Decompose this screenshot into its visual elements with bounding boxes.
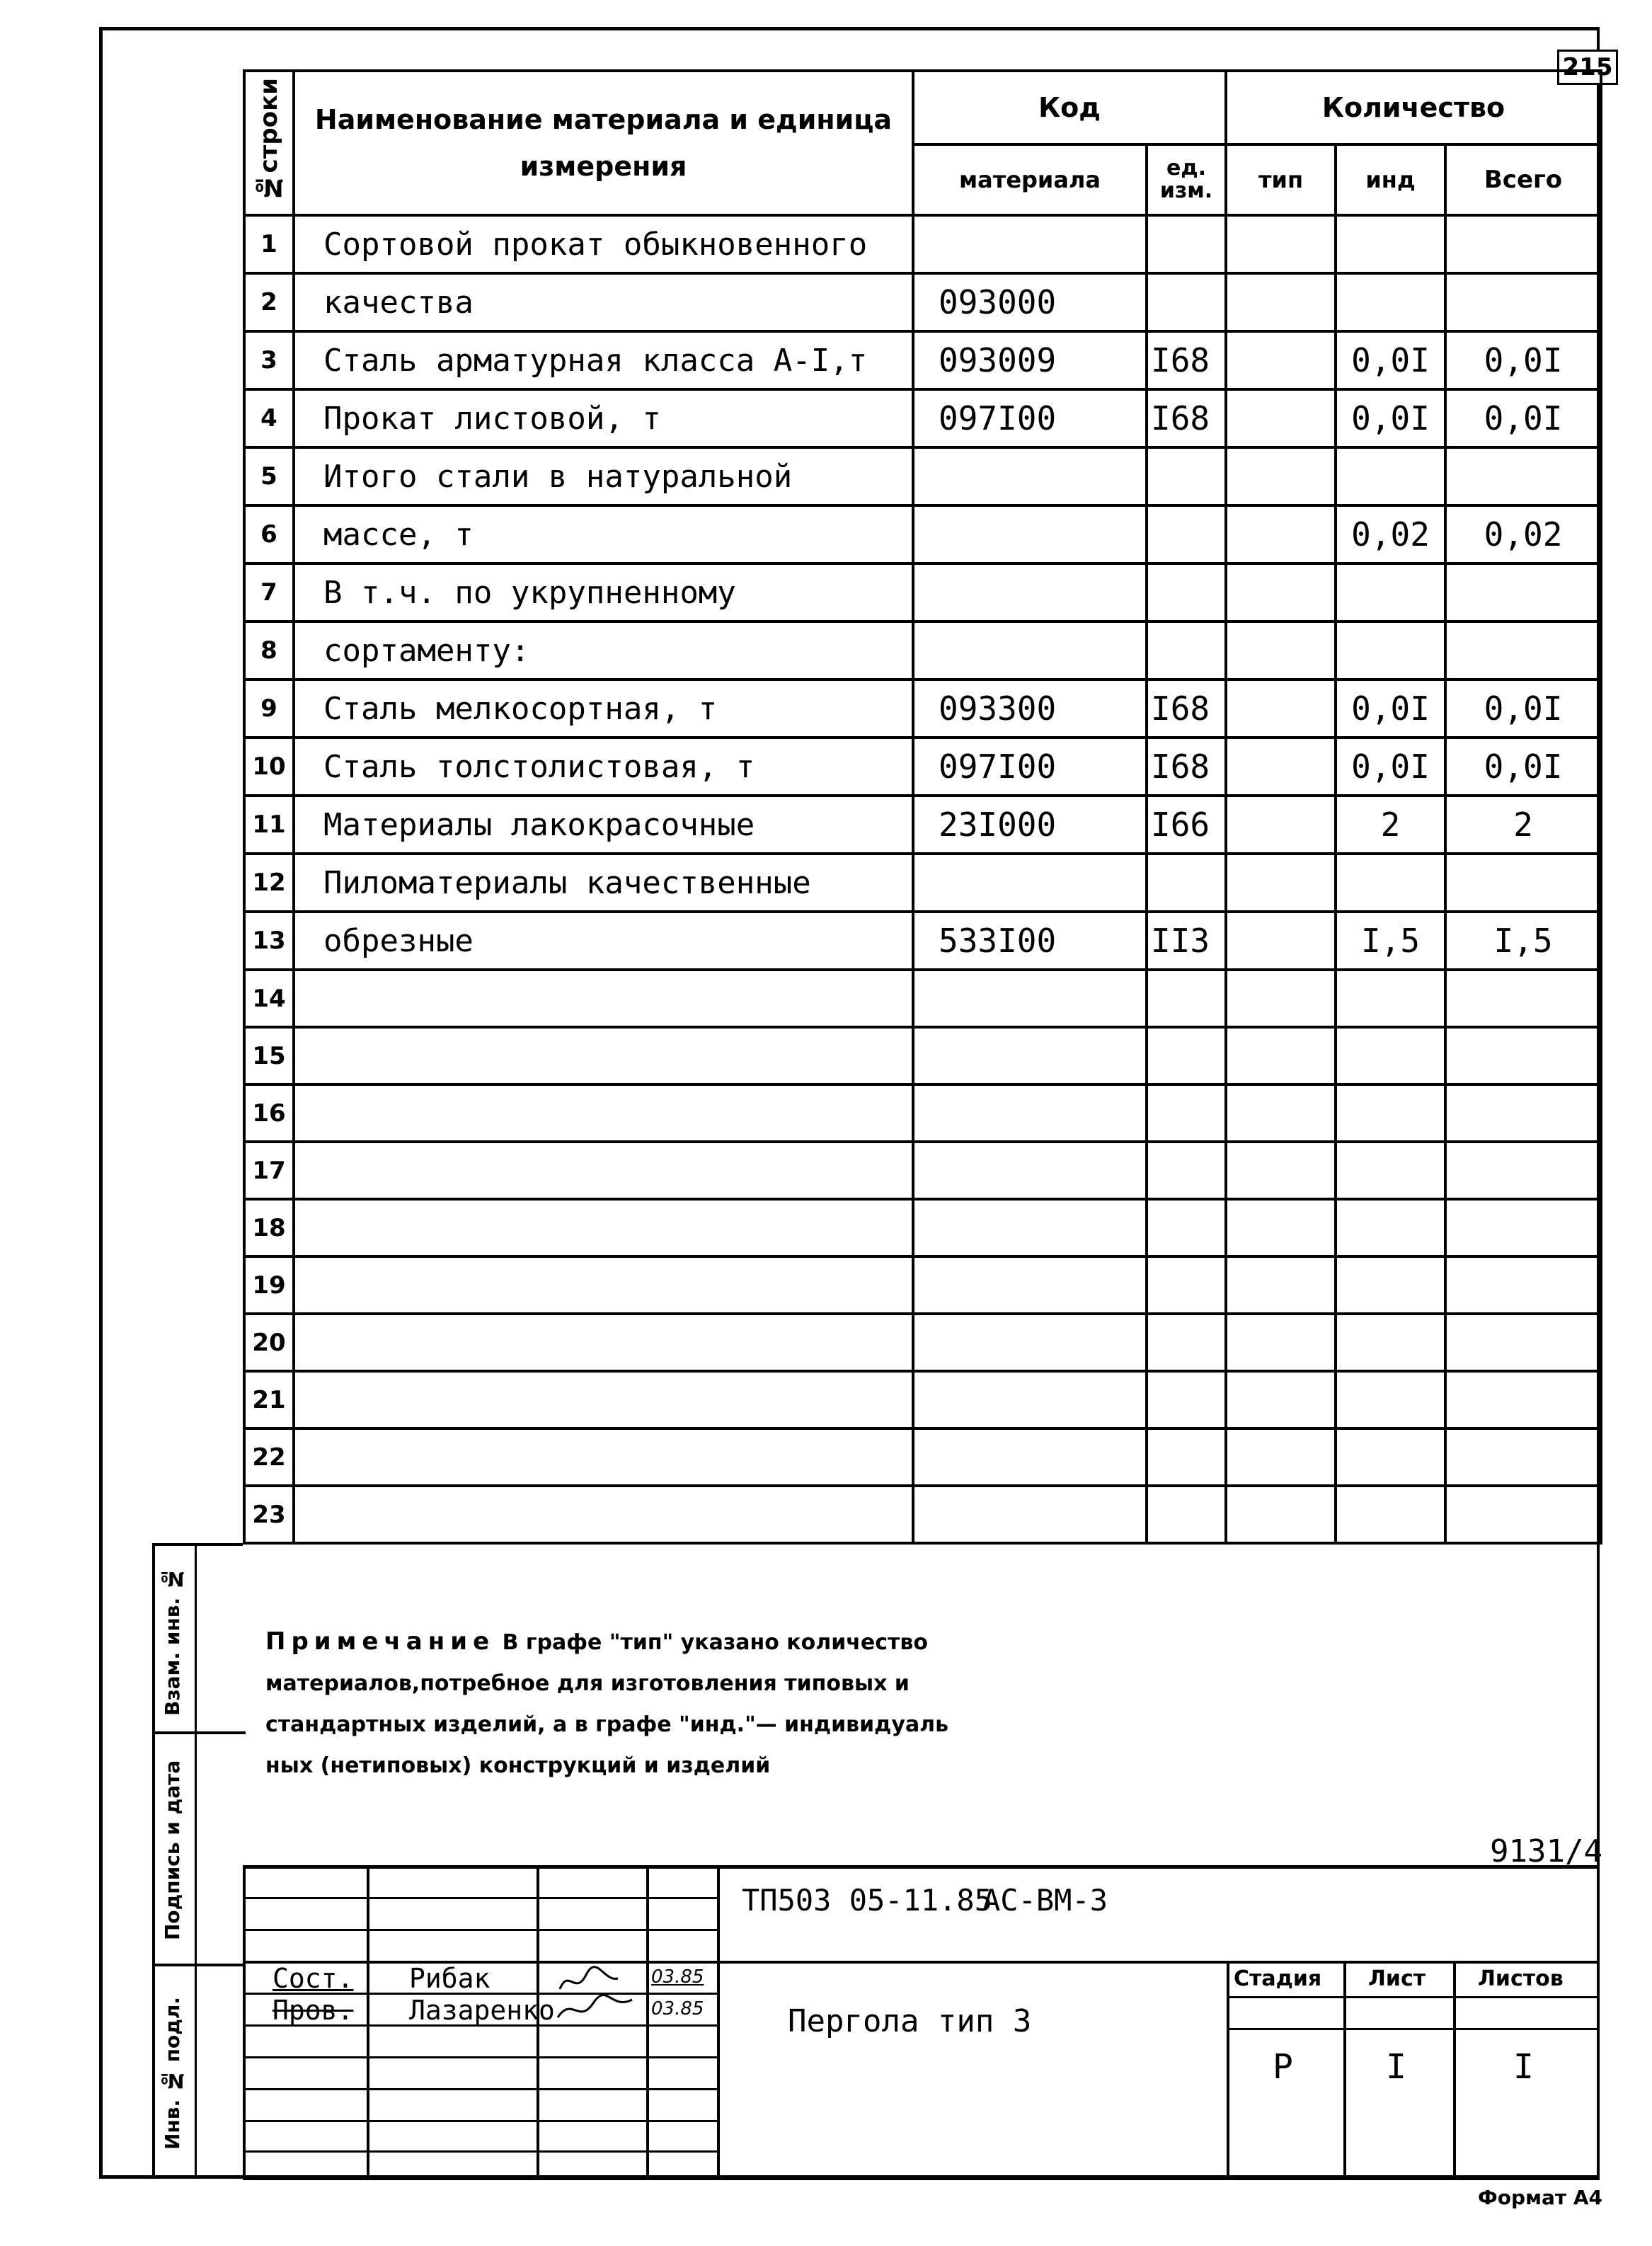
page-number: 215 [1557,50,1618,85]
header-code: Код [913,71,1226,144]
row-number-cell: 9 [244,680,294,738]
qty-type-cell [1226,273,1336,331]
unit-code-cell [1147,1142,1226,1199]
qty-total-cell [1445,1084,1601,1142]
unit-code-cell [1147,854,1226,912]
unit-code-cell [1147,1486,1226,1543]
row-number-cell: 12 [244,854,294,912]
material-code-cell: 093000 [913,273,1147,331]
table-row [244,970,1601,1027]
row-number-cell: 8 [244,621,294,680]
note-line-2: материалов,потребное для изготовления типовых и [265,1671,910,1696]
qty-type-cell [1226,1314,1336,1371]
qty-total-cell [1445,563,1601,621]
header-row-number: №строки [244,71,294,215]
qty-ind-cell [1336,215,1445,273]
table-row [244,1199,1601,1256]
material-name-cell: Сталь мелкосортная, т [294,680,913,738]
qty-ind-cell: 0,0I [1336,331,1445,389]
unit-code-cell [1147,215,1226,273]
qty-total-cell [1445,273,1601,331]
row-number-cell: 6 [244,505,294,563]
material-name-cell: Материалы лакокрасочные [294,796,913,854]
material-code-cell: 097I00 [913,389,1147,447]
author-name: Рибак [409,1963,491,1994]
qty-type-cell [1226,563,1336,621]
qty-ind-cell [1336,621,1445,680]
material-name-cell: Пиломатериалы качественные [294,854,913,912]
row-number-cell: 16 [244,1084,294,1142]
unit-code-cell: I68 [1147,680,1226,738]
author-date: 03.85 [651,1966,704,1988]
material-code-cell [913,854,1147,912]
qty-type-cell [1226,331,1336,389]
material-name-cell [294,1428,913,1486]
qty-ind-cell [1336,273,1445,331]
material-code-cell [913,1428,1147,1486]
qty-type-cell [1226,1428,1336,1486]
doc-code: ТП503 05-11.85 [742,1883,993,1918]
unit-code-cell [1147,1371,1226,1428]
row-number-cell: 20 [244,1314,294,1371]
qty-total-cell: 0,0I [1445,389,1601,447]
material-name-cell: В т.ч. по укрупненному [294,563,913,621]
table-row [244,215,1601,273]
material-code-cell [913,1371,1147,1428]
row-number-cell: 10 [244,738,294,796]
unit-code-cell [1147,273,1226,331]
qty-total-cell [1445,1428,1601,1486]
table-row [244,273,1601,331]
material-code-cell [913,505,1147,563]
material-code-cell: 533I00 [913,912,1147,970]
qty-ind-cell [1336,1486,1445,1543]
unit-code-cell [1147,563,1226,621]
unit-code-cell [1147,505,1226,563]
qty-total-cell [1445,1486,1601,1543]
table-row [244,389,1601,447]
qty-ind-cell [1336,1256,1445,1314]
qty-type-cell [1226,680,1336,738]
qty-ind-cell [1336,1199,1445,1256]
sheets-label: Листов [1478,1966,1564,1991]
format-label: Формат А4 [1478,2186,1602,2209]
table-row [244,796,1601,854]
qty-ind-cell: 2 [1336,796,1445,854]
qty-total-cell: 0,02 [1445,505,1601,563]
material-name-cell [294,1084,913,1142]
table-row [244,1371,1601,1428]
material-name-cell: Итого стали в натуральной [294,447,913,505]
material-name-cell: Сталь толстолистовая, т [294,738,913,796]
unit-code-cell: I68 [1147,389,1226,447]
side-label-podpis: Подпись и дата [161,1760,184,1941]
qty-type-cell [1226,1199,1336,1256]
unit-code-cell [1147,1314,1226,1371]
sheet-label: Лист [1368,1966,1426,1991]
checker-name: Лазаренко [409,1995,555,2026]
qty-type-cell [1226,738,1336,796]
note-text [265,1621,1044,1787]
qty-type-cell [1226,854,1336,912]
unit-code-cell [1147,621,1226,680]
material-name-cell: сортаменту: [294,621,913,680]
unit-code-cell [1147,1027,1226,1084]
unit-code-cell: II3 [1147,912,1226,970]
qty-total-cell [1445,1199,1601,1256]
row-number-cell: 22 [244,1428,294,1486]
material-name-cell: обрезные [294,912,913,970]
unit-code-cell [1147,970,1226,1027]
table-row [244,563,1601,621]
table-row [244,1428,1601,1486]
qty-ind-cell [1336,1142,1445,1199]
row-number-cell: 7 [244,563,294,621]
qty-type-cell [1226,1256,1336,1314]
material-code-cell [913,1084,1147,1142]
qty-type-cell [1226,389,1336,447]
qty-total-cell [1445,621,1601,680]
row-number-cell: 13 [244,912,294,970]
row-number-cell: 23 [244,1486,294,1543]
unit-code-cell: I66 [1147,796,1226,854]
header-q-type: тип [1226,144,1336,215]
note-line-3: стандартных изделий, а в графе "инд."— индивидуаль [265,1712,949,1737]
qty-type-cell [1226,1371,1336,1428]
qty-total-cell [1445,1314,1601,1371]
qty-type-cell [1226,912,1336,970]
material-name-cell [294,1371,913,1428]
row-number-cell: 4 [244,389,294,447]
qty-total-cell: 0,0I [1445,738,1601,796]
material-code-cell [913,970,1147,1027]
row-number-cell: 11 [244,796,294,854]
material-code-cell: 097I00 [913,738,1147,796]
qty-total-cell: I,5 [1445,912,1601,970]
side-label-vzam: Взам. инв. № [161,1567,184,1716]
qty-ind-cell: 0,02 [1336,505,1445,563]
table-row [244,1084,1601,1142]
note-lead: Примечание [265,1627,495,1656]
table-row [244,447,1601,505]
row-number-cell: 3 [244,331,294,389]
qty-ind-cell: 0,0I [1336,389,1445,447]
header-code-unit: ед. изм. [1147,144,1226,215]
header-code-material: материала [913,144,1147,215]
role-checker: Пров. [273,1995,354,2026]
header-quantity: Количество [1226,71,1601,144]
row-number-cell: 19 [244,1256,294,1314]
note-line-4: ных (нетиповых) конструкций и изделий [265,1753,771,1778]
unit-code-cell: I68 [1147,738,1226,796]
row-number-cell: 17 [244,1142,294,1199]
row-number-cell: 15 [244,1027,294,1084]
material-name-cell: качества [294,273,913,331]
qty-ind-cell: I,5 [1336,912,1445,970]
qty-total-cell: 2 [1445,796,1601,854]
material-code-cell [913,1314,1147,1371]
side-stamp [152,1543,243,2177]
material-name-cell: Сортовой прокат обыкновенного [294,215,913,273]
qty-ind-cell [1336,854,1445,912]
table-row [244,680,1601,738]
materials-table [243,69,1602,1545]
table-row [244,738,1601,796]
material-code-cell [913,1142,1147,1199]
table-row [244,1142,1601,1199]
table-row [244,854,1601,912]
row-number-cell: 21 [244,1371,294,1428]
header-q-ind: инд [1336,144,1445,215]
table-row [244,1314,1601,1371]
material-name-cell [294,1256,913,1314]
material-code-cell [913,447,1147,505]
unit-code-cell [1147,447,1226,505]
header-name: Наименование материала и единица измерения [294,71,913,215]
qty-total-cell [1445,854,1601,912]
row-number-cell: 14 [244,970,294,1027]
qty-ind-cell [1336,1314,1445,1371]
qty-total-cell [1445,1256,1601,1314]
table-row [244,505,1601,563]
qty-type-cell [1226,505,1336,563]
qty-ind-cell [1336,1371,1445,1428]
material-name-cell [294,1142,913,1199]
material-name-cell: массе, т [294,505,913,563]
row-number-cell: 18 [244,1199,294,1256]
qty-total-cell [1445,970,1601,1027]
qty-type-cell [1226,447,1336,505]
qty-ind-cell [1336,1084,1445,1142]
material-code-cell [913,1486,1147,1543]
unit-code-cell [1147,1256,1226,1314]
unit-code-cell [1147,1199,1226,1256]
qty-type-cell [1226,1084,1336,1142]
row-number-cell: 5 [244,447,294,505]
note-line-1: В графе "тип" указано количество [495,1630,928,1655]
table-row [244,331,1601,389]
qty-type-cell [1226,796,1336,854]
qty-ind-cell [1336,447,1445,505]
table-row [244,621,1601,680]
role-author: Сост. [273,1963,354,1994]
material-code-cell [913,1199,1147,1256]
qty-ind-cell: 0,0I [1336,738,1445,796]
qty-total-cell [1445,1027,1601,1084]
qty-ind-cell [1336,563,1445,621]
unit-code-cell [1147,1428,1226,1486]
qty-total-cell [1445,215,1601,273]
material-code-cell [913,215,1147,273]
unit-code-cell: I68 [1147,331,1226,389]
material-name-cell: Прокат листовой, т [294,389,913,447]
side-label-inv: Инв. № подл. [161,1997,184,2150]
qty-type-cell [1226,1027,1336,1084]
qty-type-cell [1226,621,1336,680]
table-row [244,1027,1601,1084]
material-code-cell [913,1027,1147,1084]
qty-total-cell: 0,0I [1445,331,1601,389]
material-code-cell: 23I000 [913,796,1147,854]
doc-mark: АС-ВМ-3 [982,1883,1108,1918]
qty-type-cell [1226,215,1336,273]
material-code-cell [913,621,1147,680]
drawing-title: Пергола тип 3 [788,2003,1032,2039]
material-name-cell [294,1486,913,1543]
qty-ind-cell [1336,1428,1445,1486]
material-code-cell: 093009 [913,331,1147,389]
sheet-value: I [1386,2047,1406,2087]
qty-ind-cell [1336,1027,1445,1084]
material-name-cell [294,1314,913,1371]
row-number-cell: 1 [244,215,294,273]
unit-code-cell [1147,1084,1226,1142]
row-number-cell: 2 [244,273,294,331]
material-name-cell [294,970,913,1027]
qty-ind-cell: 0,0I [1336,680,1445,738]
material-code-cell: 093300 [913,680,1147,738]
qty-type-cell [1226,1486,1336,1543]
title-block [243,1865,1600,2180]
qty-type-cell [1226,970,1336,1027]
sheets-value: I [1513,2047,1534,2087]
material-code-cell [913,563,1147,621]
header-q-total: Всего [1445,144,1601,215]
signatures [554,1961,646,2024]
table-row [244,1256,1601,1314]
stage-value: Р [1273,2047,1293,2087]
material-name-cell [294,1199,913,1256]
qty-total-cell [1445,447,1601,505]
qty-type-cell [1226,1142,1336,1199]
qty-total-cell: 0,0I [1445,680,1601,738]
stage-label: Стадия [1234,1966,1322,1991]
material-name-cell [294,1027,913,1084]
material-name-cell: Сталь арматурная класса А-I,т [294,331,913,389]
qty-total-cell [1445,1142,1601,1199]
qty-total-cell [1445,1371,1601,1428]
qty-ind-cell [1336,970,1445,1027]
inventory-number: 9131/4 [1490,1833,1602,1869]
checker-date: 03.85 [651,1998,704,2019]
table-row [244,1486,1601,1543]
table-row [244,912,1601,970]
material-code-cell [913,1256,1147,1314]
